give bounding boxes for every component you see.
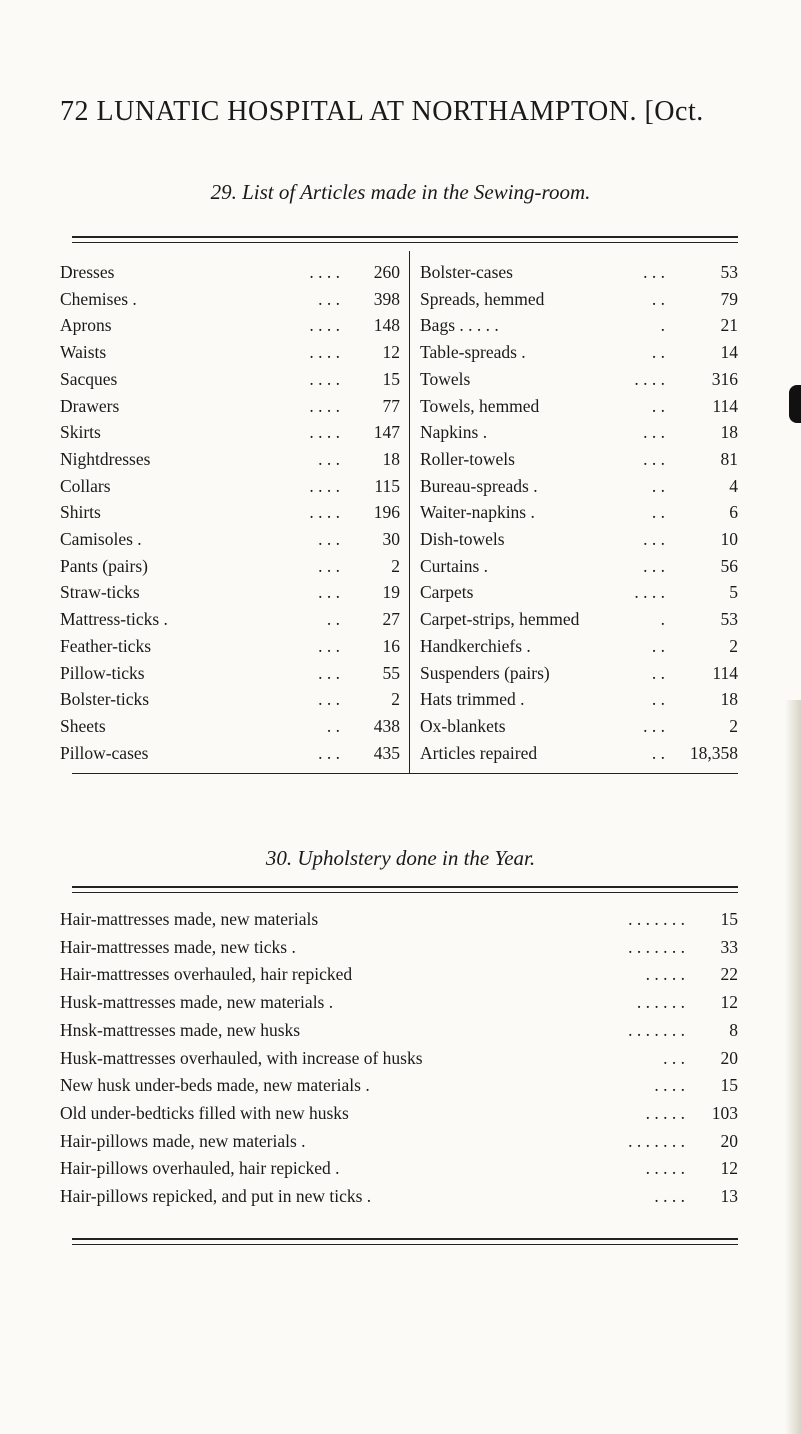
sewing-right-dots: . . . xyxy=(643,715,665,736)
sewing-right-value: 81 xyxy=(720,448,738,469)
upholstery-dots: . . . . . . . xyxy=(628,909,685,929)
sewing-left-dots: . . . xyxy=(318,635,340,656)
sewing-left-label: Aprons xyxy=(60,315,112,336)
upholstery-dots: . . . . . . . xyxy=(628,1019,685,1040)
upholstery-dots: . . . . xyxy=(654,1075,685,1096)
page-edge-shadow xyxy=(785,700,801,1434)
upholstery-label: Hair-pillows made, new materials . xyxy=(60,1130,306,1151)
sewing-right-label: Handkerchiefs . xyxy=(420,635,531,656)
upholstery-label: Hair-pillows overhauled, hair repicked . xyxy=(60,1158,340,1179)
upholstery-label: Hair-mattresses made, new ticks . xyxy=(60,936,296,957)
sewing-right-dots: . . xyxy=(651,662,665,683)
upholstery-top-rule xyxy=(72,886,738,893)
sewing-left-value: 147 xyxy=(373,422,400,443)
upholstery-title: Upholstery done in the Year. xyxy=(297,846,536,870)
sewing-right-label: Table-spreads . xyxy=(420,342,526,363)
page-edge-mark xyxy=(789,385,801,423)
sewing-left-value: 77 xyxy=(382,395,400,416)
sewing-left-label: Collars xyxy=(60,475,111,496)
sewing-right-label: Towels, hemmed xyxy=(420,395,540,416)
upholstery-dots: . . . . . xyxy=(645,1102,685,1123)
sewing-top-rule xyxy=(72,236,738,243)
sewing-left-value: 148 xyxy=(373,315,400,336)
sewing-left-dots: . . . . xyxy=(309,368,340,389)
sewing-right-label: Articles repaired xyxy=(420,742,538,763)
sewing-right-label: Ox-blankets xyxy=(420,715,506,736)
sewing-column-divider xyxy=(409,251,410,774)
sewing-caption xyxy=(0,180,801,205)
upholstery-label: Hair-mattresses overhauled, hair repicked xyxy=(60,964,353,985)
sewing-left-dots: . . . . xyxy=(309,502,340,523)
sewing-right-dots: . . . xyxy=(643,262,665,282)
sewing-left-value: 438 xyxy=(373,715,400,736)
upholstery-value: 33 xyxy=(720,936,738,957)
upholstery-label: Husk-mattresses overhauled, with increase of husks xyxy=(60,1047,423,1068)
sewing-left-label: Shirts xyxy=(60,502,101,523)
sewing-left-dots: . . . xyxy=(318,529,340,549)
sewing-right-value: 14 xyxy=(720,342,738,363)
sewing-right-label: Towels xyxy=(420,368,471,389)
sewing-right-value: 18 xyxy=(720,422,738,443)
upholstery-value: 8 xyxy=(729,1019,738,1040)
sewing-left-value: 19 xyxy=(382,582,400,603)
sewing-left-label: Straw-ticks xyxy=(60,582,140,603)
sewing-left-value: 15 xyxy=(382,368,400,389)
upholstery-label: Husk-mattresses made, new materials . xyxy=(60,992,334,1013)
sewing-left-dots: . . . . xyxy=(309,342,340,363)
sewing-right-label: Bags . . . . . xyxy=(420,315,499,336)
sewing-right-dots: . . . . xyxy=(634,368,665,389)
sewing-right-dots: . . xyxy=(651,288,665,309)
upholstery-dots: . . . . . . . xyxy=(628,1130,685,1151)
sewing-left-value: 18 xyxy=(382,448,400,469)
sewing-right-label: Curtains . xyxy=(420,555,489,576)
sewing-right-label: Carpets xyxy=(420,582,474,603)
sewing-left-dots: . . . . xyxy=(309,395,340,416)
upholstery-value: 22 xyxy=(720,964,738,985)
upholstery-dots: . . . xyxy=(663,1047,685,1068)
sewing-right-label: Bureau-spreads . xyxy=(420,475,538,496)
sewing-left-value: 27 xyxy=(382,609,400,630)
sewing-right-dots: . . xyxy=(651,342,665,363)
upholstery-dots: . . . . xyxy=(654,1186,685,1206)
sewing-right-label: Carpet-strips, hemmed xyxy=(420,609,580,630)
sewing-left-dots: . . . xyxy=(318,689,340,710)
sewing-right-value: 56 xyxy=(720,555,738,576)
sewing-left-dots: . . . xyxy=(318,582,340,603)
sewing-left-label: Camisoles . xyxy=(60,529,142,549)
sewing-left-value: 435 xyxy=(373,742,400,763)
sewing-right-dots: . . . . xyxy=(634,582,665,603)
sewing-left-value: 398 xyxy=(373,288,400,309)
sewing-left-label: Chemises . xyxy=(60,288,137,309)
sewing-left-label: Drawers xyxy=(60,395,120,416)
sewing-left-dots: . . xyxy=(326,609,340,630)
sewing-left-label: Nightdresses xyxy=(60,448,151,469)
sewing-left-label: Pillow-ticks xyxy=(60,662,145,683)
upholstery-dots: . . . . . xyxy=(645,964,685,985)
sewing-right-dots: . xyxy=(660,609,665,630)
sewing-right-dots: . xyxy=(660,315,665,336)
sewing-right-label: Hats trimmed . xyxy=(420,689,525,710)
sewing-left-dots: . . . . xyxy=(309,315,340,336)
sewing-bottom-rule xyxy=(72,773,738,774)
sewing-number: 29. xyxy=(210,180,237,204)
upholstery-value: 12 xyxy=(720,992,738,1013)
sewing-left-label: Waists xyxy=(60,342,107,363)
upholstery-label: Hair-pillows repicked, and put in new ticks . xyxy=(60,1186,372,1206)
sewing-left-value: 2 xyxy=(391,689,400,710)
upholstery-dots: . . . . . . . xyxy=(628,936,685,957)
sewing-right-dots: . . xyxy=(651,395,665,416)
sewing-right-dots: . . xyxy=(651,742,665,763)
upholstery-number: 30. xyxy=(265,846,293,870)
sewing-right-value: 53 xyxy=(720,262,738,282)
sewing-right-dots: . . xyxy=(651,502,665,523)
sewing-right-label: Waiter-napkins . xyxy=(420,502,535,523)
sewing-right-value: 5 xyxy=(729,582,738,603)
upholstery-label: Hnsk-mattresses made, new husks xyxy=(60,1019,301,1040)
sewing-right-label: Bolster-cases xyxy=(420,262,513,282)
sewing-left-label: Sacques xyxy=(60,368,118,389)
sewing-left-value: 115 xyxy=(374,475,400,496)
sewing-right-dots: . . . xyxy=(643,529,665,549)
sewing-left-value: 16 xyxy=(382,635,400,656)
sewing-right-value: 53 xyxy=(720,609,738,630)
sewing-left-dots: . . . . xyxy=(309,262,340,282)
sewing-right-label: Suspenders (pairs) xyxy=(420,662,550,683)
upholstery-bottom-rule xyxy=(72,1238,738,1245)
sewing-right-label: Roller-towels xyxy=(420,448,515,469)
sewing-right-value: 114 xyxy=(712,395,738,416)
sewing-left-dots: . . xyxy=(326,715,340,736)
sewing-right-label: Spreads, hemmed xyxy=(420,288,545,309)
sewing-right-value: 4 xyxy=(729,475,738,496)
sewing-left-dots: . . . xyxy=(318,742,340,763)
sewing-right-value: 316 xyxy=(711,368,738,389)
sewing-left-dots: . . . xyxy=(318,555,340,576)
sewing-left-value: 55 xyxy=(382,662,400,683)
sewing-right-value: 2 xyxy=(729,715,738,736)
upholstery-label: Old under-bedticks filled with new husks xyxy=(60,1102,349,1123)
upholstery-value: 15 xyxy=(720,909,738,929)
sewing-right-dots: . . xyxy=(651,475,665,496)
upholstery-value: 103 xyxy=(711,1102,738,1123)
upholstery-value: 13 xyxy=(720,1186,738,1206)
sewing-left-label: Feather-ticks xyxy=(60,635,152,656)
sewing-left-label: Bolster-ticks xyxy=(60,689,150,710)
sewing-right-value: 21 xyxy=(720,315,738,336)
sewing-right-dots: . . . xyxy=(643,555,665,576)
sewing-right-value: 79 xyxy=(720,288,738,309)
upholstery-dots: . . . . . xyxy=(645,1158,685,1179)
sewing-left-label: Pants (pairs) xyxy=(60,555,148,576)
upholstery-value: 20 xyxy=(720,1130,738,1151)
sewing-left-label: Pillow-cases xyxy=(60,742,149,763)
upholstery-label: New husk under-beds made, new materials . xyxy=(60,1075,370,1096)
sewing-left-value: 12 xyxy=(382,342,400,363)
sewing-left-label: Skirts xyxy=(60,422,101,443)
sewing-right-value: 18 xyxy=(720,689,738,710)
sewing-left-value: 2 xyxy=(391,555,400,576)
sewing-left-value: 196 xyxy=(373,502,400,523)
sewing-right-value: 18,358 xyxy=(689,742,738,763)
sewing-right-value: 6 xyxy=(729,502,738,523)
sewing-left-dots: . . . xyxy=(318,288,340,309)
sewing-right-dots: . . xyxy=(651,689,665,710)
sewing-left-dots: . . . xyxy=(318,448,340,469)
sewing-right-dots: . . xyxy=(651,635,665,656)
sewing-left-value: 260 xyxy=(373,262,400,282)
upholstery-label: Hair-mattresses made, new materials xyxy=(60,909,319,929)
upholstery-value: 20 xyxy=(720,1047,738,1068)
sewing-left-dots: . . . . xyxy=(309,475,340,496)
sewing-right-label: Napkins . xyxy=(420,422,488,443)
sewing-left-label: Sheets xyxy=(60,715,106,736)
upholstery-caption xyxy=(0,846,801,871)
sewing-left-dots: . . . . xyxy=(309,422,340,443)
sewing-right-value: 10 xyxy=(720,529,738,549)
sewing-title: List of Articles made in the Sewing-room. xyxy=(242,180,591,204)
sewing-left-dots: . . . xyxy=(318,662,340,683)
sewing-right-value: 2 xyxy=(729,635,738,656)
page-header: 72 LUNATIC HOSPITAL AT NORTHAMPTON. [Oct. xyxy=(60,96,704,127)
sewing-left-value: 30 xyxy=(382,529,400,549)
sewing-right-dots: . . . xyxy=(643,422,665,443)
sewing-right-label: Dish-towels xyxy=(420,529,505,549)
sewing-right-dots: . . . xyxy=(643,448,665,469)
upholstery-value: 15 xyxy=(720,1075,738,1096)
upholstery-value: 12 xyxy=(720,1158,738,1179)
sewing-right-value: 114 xyxy=(712,662,738,683)
sewing-left-label: Mattress-ticks . xyxy=(60,609,168,630)
sewing-left-label: Dresses xyxy=(60,262,115,282)
upholstery-dots: . . . . . . xyxy=(636,992,685,1013)
